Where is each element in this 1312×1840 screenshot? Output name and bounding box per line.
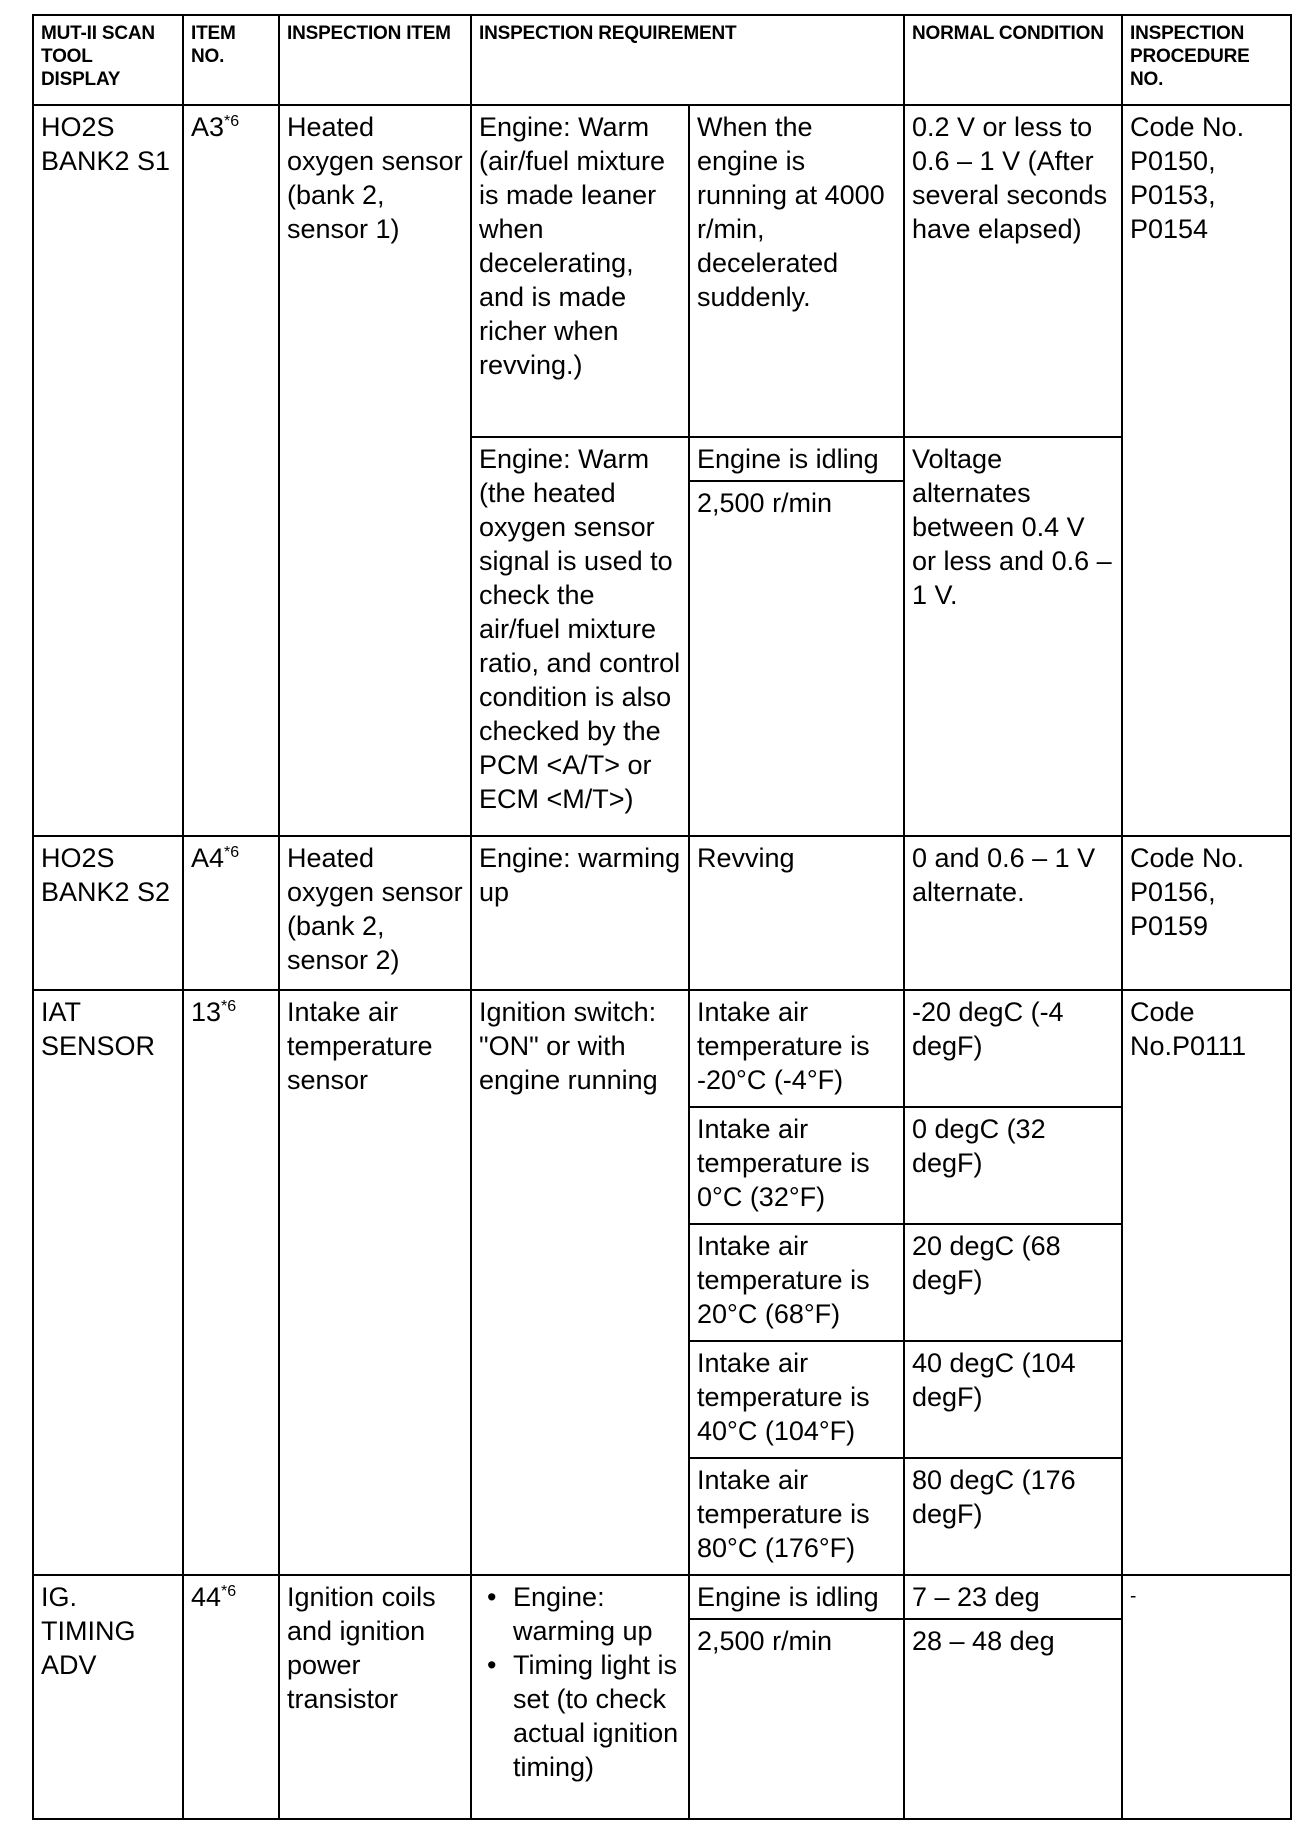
procedure-no: Code No. P0150, P0153, P0154 [1122,105,1291,837]
normal-condition: 0 and 0.6 – 1 V alternate. [904,836,1122,990]
requirement-condition: Ignition switch: "ON" or with engine running [471,990,689,1575]
header-inspection-requirement: INSPECTION REQUIREMENT [471,15,904,105]
requirement-bullet: • Timing light is set (to check actual ignition timing) [513,1648,681,1784]
header-item-no: ITEM NO. [183,15,279,105]
normal-condition: 28 – 48 deg [904,1619,1122,1819]
item-no [183,990,279,1575]
display-name: IG. TIMING ADV [33,1575,183,1819]
requirement-detail: 2,500 r/min [689,481,904,836]
requirement-detail: Intake air temperature is 80°C (176°F) [689,1458,904,1575]
item-no-value: 44 [191,1582,222,1613]
procedure-no: Code No. P0156, P0159 [1122,836,1291,990]
item-note: *6 [221,998,237,1016]
requirement-detail: Revving [689,836,904,990]
item-no-value: 13 [191,997,222,1028]
header-procedure-no: INSPECTION PROCEDURE NO. [1122,15,1291,105]
display-name: HO2S BANK2 S1 [33,105,183,837]
inspection-item: Heated oxygen sensor (bank 2, sensor 1) [279,105,471,837]
header-normal-condition: NORMAL CONDITION [904,15,1122,105]
header-row [33,15,1291,105]
requirement-detail: When the engine is running at 4000 r/min, decelerated suddenly. [689,105,904,437]
requirement-bullet-list [479,1580,681,1784]
normal-condition: -20 degC (-4 degF) [904,990,1122,1107]
table-row [33,836,1291,990]
requirement-detail: Engine is idling [689,1575,904,1619]
table-row [33,990,1291,1107]
table-row [33,105,1291,437]
requirement-detail: Intake air temperature is 40°C (104°F) [689,1341,904,1458]
item-no-value: A3 [191,111,225,142]
header-inspection-item: INSPECTION ITEM [279,15,471,105]
inspection-table [32,14,1292,1820]
table-row [33,1575,1291,1619]
requirement-detail: Intake air temperature is 0°C (32°F) [689,1107,904,1224]
inspection-item: Heated oxygen sensor (bank 2, sensor 2) [279,836,471,990]
requirement-detail: 2,500 r/min [689,1619,904,1819]
display-name: IAT SENSOR [33,990,183,1575]
procedure-no: - [1122,1575,1291,1819]
item-no [183,836,279,990]
procedure-no: Code No.P0111 [1122,990,1291,1575]
requirement-condition: Engine: warming up [471,836,689,990]
item-no [183,105,279,837]
requirement-condition: Engine: Warm (the heated oxygen sensor signal is used to check the air/fuel mixture ratio, and control condition is also checked by the PCM <A/T> or ECM <M/T>) [471,437,689,836]
header-display: MUT-II SCAN TOOL DISPLAY [33,15,183,105]
item-no [183,1575,279,1819]
normal-condition: 7 – 23 deg [904,1575,1122,1619]
normal-condition: Voltage alternates between 0.4 V or less and 0.6 – 1 V. [904,437,1122,836]
normal-condition: 20 degC (68 degF) [904,1224,1122,1341]
item-note: *6 [224,112,240,130]
normal-condition: 0.2 V or less to 0.6 – 1 V (After several seconds have elapsed) [904,105,1122,437]
inspection-item: Ignition coils and ignition power transistor [279,1575,471,1819]
requirement-detail: Engine is idling [689,437,904,481]
normal-condition: 0 degC (32 degF) [904,1107,1122,1224]
requirement-bullet: • Engine: warming up [513,1580,681,1648]
item-note: *6 [224,844,240,862]
display-name: HO2S BANK2 S2 [33,836,183,990]
requirement-condition [471,1575,689,1819]
item-note: *6 [221,1583,237,1601]
requirement-detail: Intake air temperature is -20°C (-4°F) [689,990,904,1107]
item-no-value: A4 [191,843,225,874]
normal-condition: 40 degC (104 degF) [904,1341,1122,1458]
normal-condition: 80 degC (176 degF) [904,1458,1122,1575]
inspection-item: Intake air temperature sensor [279,990,471,1575]
requirement-condition: Engine: Warm (air/fuel mixture is made leaner when decelerating, and is made richer when revving.) [471,105,689,437]
requirement-detail: Intake air temperature is 20°C (68°F) [689,1224,904,1341]
